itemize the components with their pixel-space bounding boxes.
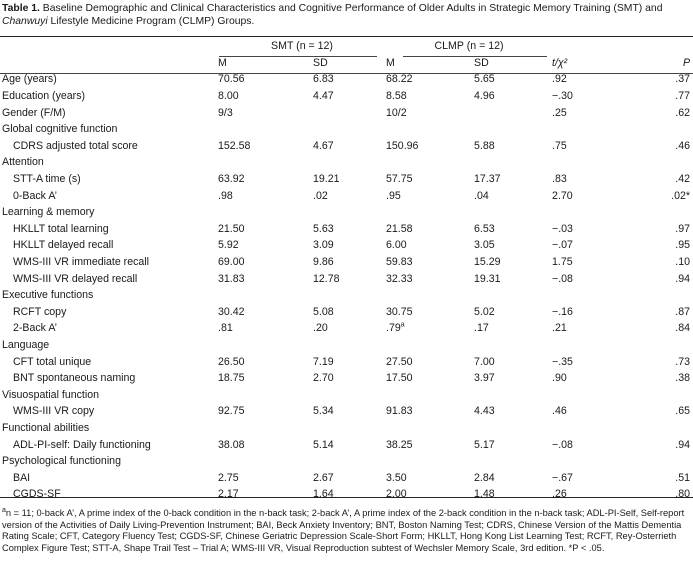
- clmp-mean-cell: [386, 104, 474, 121]
- clmp-mean-cell: [386, 270, 474, 287]
- row-label: HKLLT total learning: [13, 222, 109, 235]
- smt-mean: .98: [218, 189, 233, 202]
- p-value: .42: [675, 173, 691, 186]
- t-chi-value: −.16: [552, 305, 573, 318]
- column-header-row: [0, 55, 693, 72]
- row-label: CFT total unique: [13, 355, 92, 368]
- clmp-mean: 3.50: [386, 471, 407, 484]
- smt-sd: 5.63: [313, 222, 334, 235]
- clmp-mean-cell: [386, 436, 474, 453]
- clmp-mean: 57.75: [386, 173, 413, 186]
- p-value: .51: [675, 471, 691, 484]
- p-value: .37: [675, 73, 691, 86]
- clmp-mean-cell: [386, 187, 474, 204]
- section-label: Psychological functioning: [2, 455, 121, 468]
- clmp-sd: 17.37: [474, 173, 501, 186]
- caption-text-italic: Chanwuyi: [2, 16, 48, 27]
- p-value: .95: [675, 239, 691, 252]
- p-value: .46: [675, 139, 691, 152]
- t-chi-value: .75: [552, 139, 567, 152]
- smt-sd: 2.67: [313, 471, 334, 484]
- table-row: [0, 353, 693, 370]
- table-caption: [2, 2, 690, 28]
- smt-mean: 152.58: [218, 139, 251, 152]
- table-row: [0, 469, 693, 486]
- clmp-mean: 68.22: [386, 73, 413, 86]
- row-label: WMS-III VR delayed recall: [13, 272, 138, 285]
- clmp-sd: 1.48: [474, 488, 495, 501]
- clmp-mean: 17.50: [386, 372, 413, 385]
- section-label: Global cognitive function: [2, 123, 118, 136]
- smt-mean: 92.75: [218, 405, 245, 418]
- section-row: [0, 204, 693, 221]
- clmp-mean: 150.96: [386, 139, 419, 152]
- clmp-sd: 6.53: [474, 222, 495, 235]
- section-row: [0, 337, 693, 354]
- section-label: Functional abilities: [2, 421, 90, 434]
- col-sd-smt: SD: [313, 56, 328, 69]
- smt-mean: 38.08: [218, 438, 245, 451]
- clmp-sd: 4.43: [474, 405, 495, 418]
- footnote-text: n = 11; 0-back A’, A prime index of the 0-back condition in the n-back task; 2-back A’, A prime index of the 2-back condition in the n-back task; ADL-PI-Self, Self-report version of the Activities of Daily Living-Prevention Instrument; BAI, Beck Anxiety Inventory; BNT, Boston Naming Test; CDRS, Chinese Version of the Mattis Dementia Rating Scale; CFT, Category Fluency Test; CGDS-SF, Chinese Geriatric Depression Scale-Short Form; HKLLT, Hong Kong List Learning Test; RCFT, Rey-Osterrieth Complex Figure Test; STT-A, Shape Trail Test – Trial A; WMS-III VR, Visual Reproduction subtest of Wechsler Memory Scale, 3rd edition. *P < .05.: [2, 508, 685, 553]
- smt-mean: 70.56: [218, 73, 245, 86]
- t-chi-value: −.35: [552, 355, 573, 368]
- group-smt-header: SMT (n = 12): [271, 40, 333, 53]
- col-sd-clmp: SD: [474, 56, 489, 69]
- p-value: .62: [675, 106, 691, 119]
- row-label: 2-Back A’: [13, 322, 57, 335]
- results-table: [0, 38, 693, 503]
- clmp-mean-cell: [386, 370, 474, 387]
- caption-text-b: Lifestyle Medicine Program (CLMP) Groups.: [47, 16, 255, 27]
- t-chi-value: −.08: [552, 438, 573, 451]
- smt-sd: 5.08: [313, 305, 334, 318]
- footnote-marker: a: [2, 506, 6, 514]
- table-row: [0, 88, 693, 105]
- table-label: Table 1.: [2, 3, 40, 14]
- caption-text-a: Baseline Demographic and Clinical Characteristics and Cognitive Performance of Older Adults in Strategic Memory Training (SMT) and: [39, 3, 663, 14]
- smt-mean: .81: [218, 322, 233, 335]
- smt-mean: 31.83: [218, 272, 245, 285]
- t-chi-value: .25: [552, 106, 567, 119]
- t-chi-value: −.67: [552, 471, 573, 484]
- section-row: [0, 121, 693, 138]
- smt-sd: 5.14: [313, 438, 334, 451]
- clmp-mean: .79: [386, 322, 401, 335]
- smt-sd: 6.83: [313, 73, 334, 86]
- clmp-mean: 21.58: [386, 222, 413, 235]
- p-value: .94: [675, 438, 691, 451]
- clmp-mean-cell: [386, 403, 474, 420]
- clmp-sd: .17: [474, 322, 489, 335]
- t-chi-value: −.03: [552, 222, 573, 235]
- top-rule: [0, 36, 693, 37]
- row-label: 0-Back A’: [13, 189, 57, 202]
- t-chi-value: .46: [552, 405, 567, 418]
- table-row: [0, 254, 693, 271]
- clmp-mean: 30.75: [386, 305, 413, 318]
- clmp-sd: 3.05: [474, 239, 495, 252]
- smt-mean: 2.17: [218, 488, 239, 501]
- row-label: Gender (F/M): [2, 106, 66, 119]
- section-label: Executive functions: [2, 289, 94, 302]
- smt-mean: 21.50: [218, 222, 245, 235]
- p-value: .94: [675, 272, 691, 285]
- row-label: WMS-III VR immediate recall: [13, 256, 149, 269]
- group-header-row: [0, 38, 693, 55]
- section-row: [0, 386, 693, 403]
- row-label: STT-A time (s): [13, 173, 81, 186]
- clmp-mean: 32.33: [386, 272, 413, 285]
- clmp-mean-cell: [386, 171, 474, 188]
- clmp-sd: 5.02: [474, 305, 495, 318]
- clmp-mean: 8.58: [386, 90, 407, 103]
- t-chi-value: 1.75: [552, 256, 573, 269]
- smt-mean: 2.75: [218, 471, 239, 484]
- clmp-sd: .04: [474, 189, 489, 202]
- clmp-mean: 38.25: [386, 438, 413, 451]
- p-value: .65: [675, 405, 691, 418]
- table-row: [0, 304, 693, 321]
- table-row: [0, 320, 693, 337]
- p-value: .97: [675, 222, 691, 235]
- t-chi-value: .21: [552, 322, 567, 335]
- group-clmp-header: CLMP (n = 12): [434, 40, 504, 53]
- smt-sd: 4.67: [313, 139, 334, 152]
- row-label: CDRS adjusted total score: [13, 139, 138, 152]
- section-label: Visuospatial function: [2, 388, 99, 401]
- clmp-mean-cell: [386, 486, 474, 503]
- smt-sd: 19.21: [313, 173, 340, 186]
- table-row: [0, 104, 693, 121]
- smt-sd: 3.09: [313, 239, 334, 252]
- clmp-mean-cell: [386, 254, 474, 271]
- clmp-sd: 3.97: [474, 372, 495, 385]
- smt-sd: .02: [313, 189, 328, 202]
- t-chi-value: −.30: [552, 90, 573, 103]
- col-m-clmp: M: [386, 56, 395, 69]
- clmp-mean-cell: [386, 353, 474, 370]
- t-chi-value: .90: [552, 372, 567, 385]
- t-chi-value: .26: [552, 488, 567, 501]
- clmp-mean: 10/2: [386, 106, 407, 119]
- smt-sd: 1.64: [313, 488, 334, 501]
- smt-sd: 2.70: [313, 372, 334, 385]
- p-value: .38: [675, 372, 691, 385]
- t-chi-value: −.08: [552, 272, 573, 285]
- row-label: Age (years): [2, 73, 57, 86]
- smt-sd: 4.47: [313, 90, 334, 103]
- smt-mean: 8.00: [218, 90, 239, 103]
- smt-mean: 9/3: [218, 106, 233, 119]
- clmp-sd: 5.88: [474, 139, 495, 152]
- section-row: [0, 154, 693, 171]
- clmp-mean-cell: [386, 88, 474, 105]
- clmp-sd: 19.31: [474, 272, 501, 285]
- smt-mean: 69.00: [218, 256, 245, 269]
- p-value: .80: [675, 488, 691, 501]
- table-row: [0, 270, 693, 287]
- smt-sd: 9.86: [313, 256, 334, 269]
- header-rule: [0, 73, 693, 74]
- table-row: [0, 171, 693, 188]
- clmp-mean: 91.83: [386, 405, 413, 418]
- table-row: [0, 436, 693, 453]
- clmp-mean: 2.00: [386, 488, 407, 501]
- smt-sd: [313, 104, 386, 121]
- col-t-chi: t/χ²: [552, 56, 568, 69]
- row-label: RCFT copy: [13, 305, 67, 318]
- table-row: [0, 237, 693, 254]
- clmp-sd: 5.65: [474, 73, 495, 86]
- p-value: .84: [675, 322, 691, 335]
- clmp-mean: .95: [386, 189, 401, 202]
- clmp-mean: 59.83: [386, 256, 413, 269]
- section-label: Attention: [2, 156, 44, 169]
- p-value: .77: [675, 90, 691, 103]
- clmp-sd: 15.29: [474, 256, 501, 269]
- clmp-sd: 4.96: [474, 90, 495, 103]
- t-chi-value: −.07: [552, 239, 573, 252]
- smt-mean: 5.92: [218, 239, 239, 252]
- table-row: [0, 187, 693, 204]
- smt-mean: 30.42: [218, 305, 245, 318]
- section-row: [0, 420, 693, 437]
- table-row: [0, 403, 693, 420]
- smt-sd: 5.34: [313, 405, 334, 418]
- smt-mean: 18.75: [218, 372, 245, 385]
- t-chi-value: 2.70: [552, 189, 573, 202]
- t-chi-value: .83: [552, 173, 567, 186]
- bottom-rule: [0, 497, 693, 498]
- section-row: [0, 287, 693, 304]
- section-row: [0, 453, 693, 470]
- clmp-sd: [474, 104, 552, 121]
- table-row: [0, 138, 693, 155]
- row-label: Education (years): [2, 90, 86, 103]
- row-label: HKLLT delayed recall: [13, 239, 114, 252]
- clmp-mean-cell: [386, 221, 474, 238]
- p-value: .87: [675, 305, 691, 318]
- clmp-mean: 27.50: [386, 355, 413, 368]
- p-value: .02*: [671, 189, 691, 202]
- table-row: [0, 370, 693, 387]
- row-label: BNT spontaneous naming: [13, 372, 136, 385]
- row-label: WMS-III VR copy: [13, 405, 95, 418]
- clmp-group-rule: [403, 56, 547, 57]
- section-label: Language: [2, 338, 50, 351]
- p-value: .73: [675, 355, 691, 368]
- clmp-mean-cell: [386, 237, 474, 254]
- smt-sd: 12.78: [313, 272, 340, 285]
- clmp-mean-cell: [386, 320, 474, 337]
- row-label: BAI: [13, 471, 31, 484]
- col-m-smt: M: [218, 56, 227, 69]
- clmp-sd: 2.84: [474, 471, 495, 484]
- clmp-sd: 7.00: [474, 355, 495, 368]
- col-p: P: [682, 56, 691, 69]
- t-chi-value: .92: [552, 73, 567, 86]
- smt-mean: 63.92: [218, 173, 245, 186]
- row-label: ADL-PI-self: Daily functioning: [13, 438, 151, 451]
- clmp-mean: 6.00: [386, 239, 407, 252]
- smt-mean: 26.50: [218, 355, 245, 368]
- smt-group-rule: [219, 56, 377, 57]
- footnote-marker: a: [400, 321, 405, 329]
- clmp-mean-cell: [386, 304, 474, 321]
- p-value: .10: [675, 256, 691, 269]
- clmp-sd: 5.17: [474, 438, 495, 451]
- clmp-mean-cell: [386, 469, 474, 486]
- section-label: Learning & memory: [2, 206, 95, 219]
- row-label: CGDS-SF: [13, 488, 61, 501]
- table-row: [0, 486, 693, 503]
- table-footnote: [2, 508, 690, 554]
- table-row: [0, 221, 693, 238]
- smt-sd: 7.19: [313, 355, 334, 368]
- clmp-mean-cell: [386, 138, 474, 155]
- smt-sd: .20: [313, 322, 328, 335]
